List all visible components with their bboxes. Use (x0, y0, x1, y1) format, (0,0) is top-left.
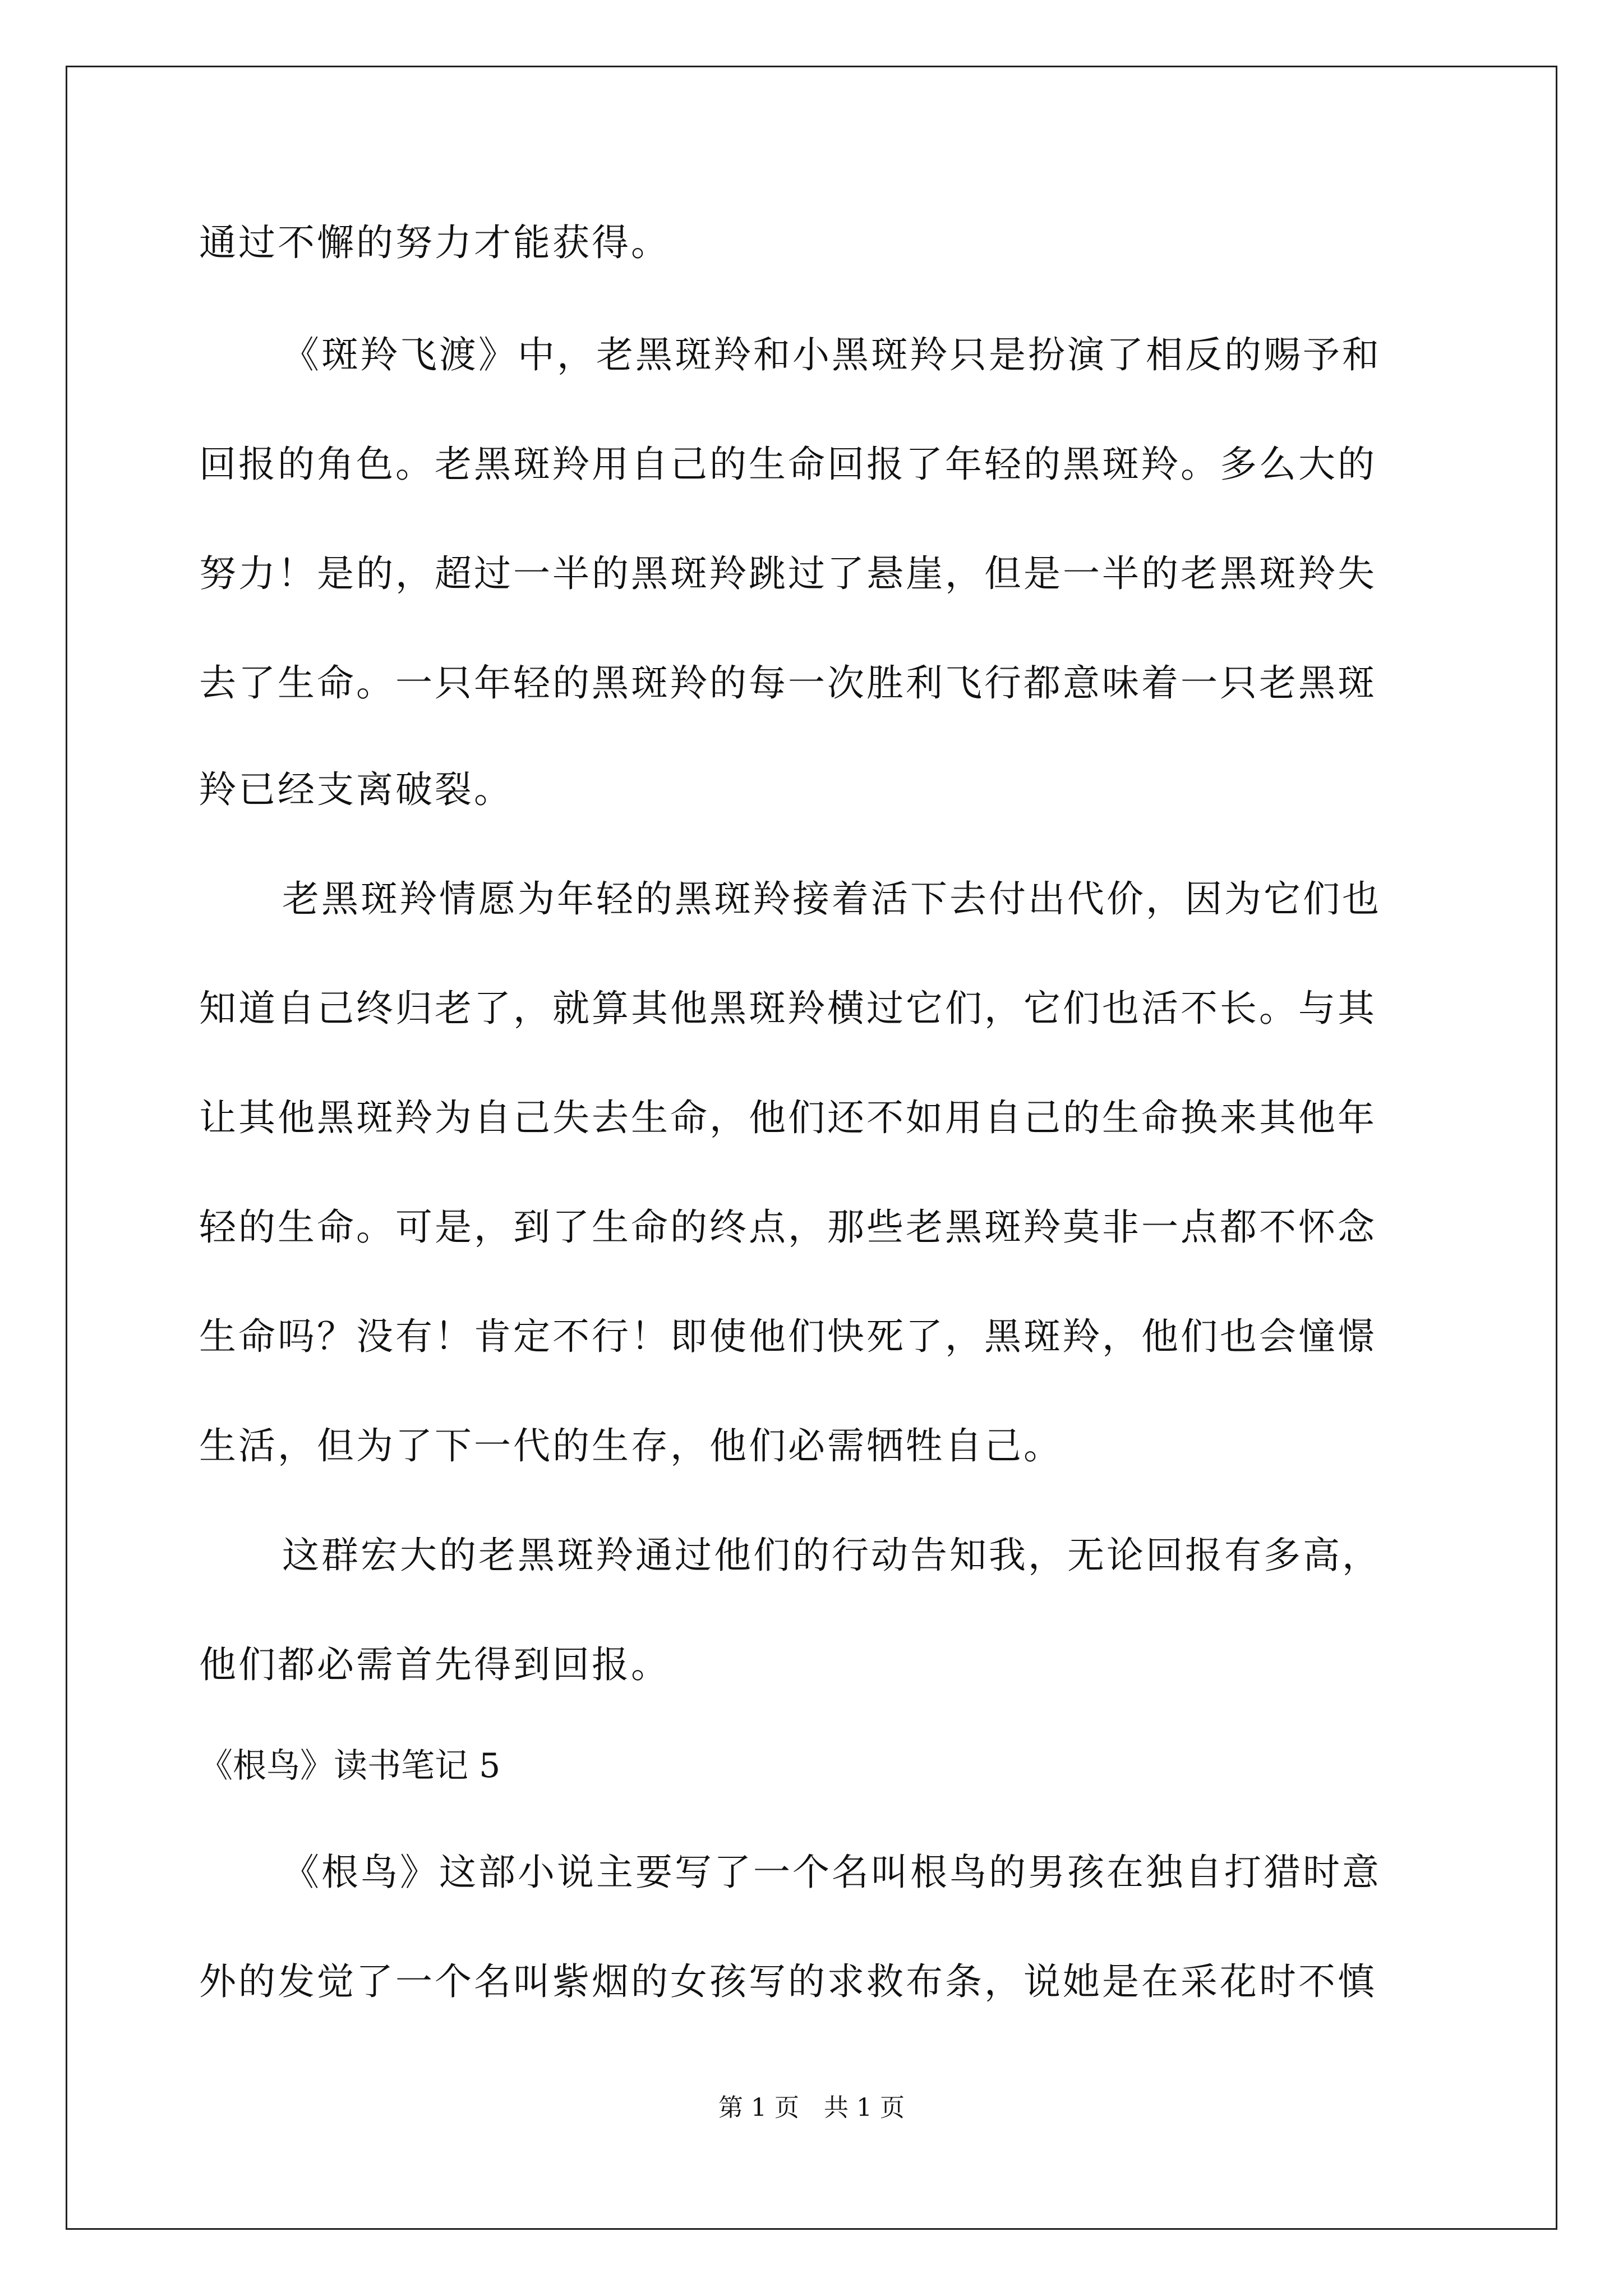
text-line-16: 外的发觉了一个名叫紫烟的女孩写的求救布条，说她是在采花时不慎 (199, 1960, 1377, 2003)
section-heading: 《根鸟》读书笔记 5 (199, 1746, 501, 1786)
text-line-5: 去了生命。一只年轻的黑斑羚的每一次胜利飞行都意味着一只老黑斑 (199, 661, 1377, 705)
text-line-2: 《斑羚飞渡》中，老黑斑羚和小黑斑羚只是扮演了相反的赐予和 (282, 333, 1381, 376)
text-line-10: 轻的生命。可是，到了生命的终点，那些老黑斑羚莫非一点都不怀念 (199, 1205, 1377, 1249)
text-line-15: 《根鸟》这部小说主要写了一个名叫根鸟的男孩在独自打猎时意 (282, 1851, 1381, 1894)
page-number-footer: 第 1 页 共 1 页 (718, 2093, 905, 2122)
text-line-3: 回报的角色。老黑斑羚用自己的生命回报了年轻的黑斑羚。多么大的 (199, 443, 1377, 486)
text-line-1: 通过不懈的努力才能获得。 (199, 221, 670, 264)
text-line-8: 知道自己终归老了，就算其他黑斑羚横过它们，它们也活不长。与其 (199, 987, 1377, 1030)
page-border (66, 66, 1557, 2230)
text-line-6: 羚已经支离破裂。 (199, 768, 513, 811)
text-line-9: 让其他黑斑羚为自己失去生命，他们还不如用自己的生命换来其他年 (199, 1096, 1377, 1139)
text-line-4: 努力！是的，超过一半的黑斑羚跳过了悬崖，但是一半的老黑斑羚失 (199, 552, 1377, 595)
text-line-12: 生活，但为了下一代的生存，他们必需牺牲自己。 (199, 1424, 1063, 1467)
text-line-11: 生命吗？没有！肯定不行！即使他们快死了，黑斑羚，他们也会憧憬 (199, 1315, 1377, 1358)
text-line-13: 这群宏大的老黑斑羚通过他们的行动告知我，无论回报有多高， (282, 1534, 1381, 1577)
text-line-7: 老黑斑羚情愿为年轻的黑斑羚接着活下去付出代价，因为它们也 (282, 877, 1381, 921)
text-line-14: 他们都必需首先得到回报。 (199, 1643, 670, 1686)
